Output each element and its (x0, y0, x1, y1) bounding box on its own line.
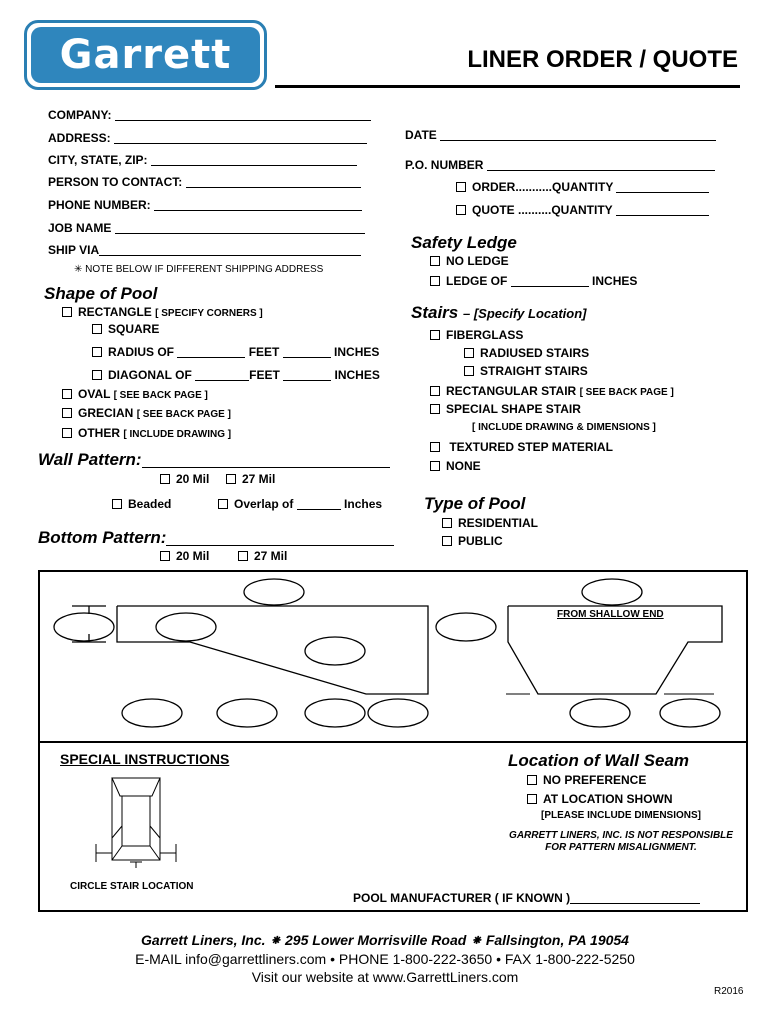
at-location-checkbox[interactable] (527, 794, 537, 804)
disclaimer-line1: GARRETT LINERS, INC. IS NOT RESPONSIBLE (509, 830, 733, 841)
shape-heading: Shape of Pool (44, 284, 158, 303)
rectangle-label: RECTANGLE (78, 305, 152, 319)
dim-oval-1 (244, 579, 304, 605)
radius-inches-label: INCHES (334, 345, 380, 359)
dim-oval-10 (368, 699, 428, 727)
overlap-inches-label: Inches (344, 497, 383, 511)
rectangular-stair-note: [ SEE BACK PAGE ] (579, 387, 674, 398)
bottom-heading: Bottom Pattern: (38, 528, 394, 548)
dim-oval-8 (217, 699, 277, 727)
oval-label: OVAL (78, 387, 111, 401)
quote-label: QUOTE ..........QUANTITY (472, 203, 613, 217)
phone-label: PHONE NUMBER: (48, 198, 151, 212)
safety-heading: Safety Ledge (411, 233, 517, 252)
type-heading: Type of Pool (424, 494, 526, 513)
overlap-label: Overlap of (234, 497, 294, 511)
footer-website: Visit our website at www.GarrettLiners.com (251, 969, 519, 985)
dim-oval-3 (54, 613, 114, 641)
dim-oval-4 (156, 613, 216, 641)
ship-note: ✳ NOTE BELOW IF DIFFERENT SHIPPING ADDRESS (74, 264, 324, 275)
disclaimer-line2: FOR PATTERN MISALIGNMENT. (545, 842, 697, 853)
stairs-none-label: NONE (446, 459, 481, 473)
contact-label: PERSON TO CONTACT: (48, 175, 183, 189)
ledge-inches-label: INCHES (592, 274, 638, 288)
seam-heading: Location of Wall Seam (508, 751, 690, 770)
wall-27mil-label: 27 Mil (242, 472, 276, 486)
other-note: [ INCLUDE DRAWING ] (123, 429, 232, 440)
circle-stair-label: CIRCLE STAIR LOCATION (70, 881, 194, 892)
ledge-of-label: LEDGE OF (446, 274, 508, 288)
ship-label: SHIP VIA (48, 243, 100, 257)
special-instructions-heading: SPECIAL INSTRUCTIONS (60, 751, 230, 767)
no-preference-option[interactable] (527, 773, 646, 787)
dim-oval-2 (582, 579, 642, 605)
bottom-27mil-label: 27 Mil (254, 549, 288, 563)
rectangle-note: [ SPECIFY CORNERS ] (155, 308, 263, 319)
wall-heading: Wall Pattern: (38, 450, 390, 470)
no-preference-checkbox[interactable] (527, 775, 537, 785)
manufacturer-field[interactable] (353, 891, 700, 905)
grecian-note: [ SEE BACK PAGE ] (136, 409, 231, 420)
diagonal-inches-label: INCHES (334, 368, 380, 382)
public-label: PUBLIC (458, 534, 503, 548)
city-label: CITY, STATE, ZIP: (48, 153, 148, 167)
no-preference-label: NO PREFERENCE (543, 773, 647, 787)
fiberglass-label: FIBERGLASS (446, 328, 524, 342)
dim-oval-11 (570, 699, 630, 727)
dim-oval-5 (436, 613, 496, 641)
radius-feet-label: FEET (248, 345, 280, 359)
at-location-option[interactable] (527, 792, 673, 806)
shallow-end-label: FROM SHALLOW END (557, 609, 664, 620)
revision-label: R2016 (714, 986, 744, 997)
company-label: COMPANY: (48, 108, 112, 122)
address-label: ADDRESS: (48, 131, 111, 145)
special-stair-label: SPECIAL SHAPE STAIR (446, 402, 581, 416)
oval-note: [ SEE BACK PAGE ] (113, 390, 208, 401)
dim-oval-7 (122, 699, 182, 727)
residential-label: RESIDENTIAL (458, 516, 539, 530)
square-label: SQUARE (108, 322, 160, 336)
circle-stair-drawing (96, 778, 176, 868)
diagonal-feet-label: FEET (249, 368, 280, 382)
radiused-label: RADIUSED STAIRS (480, 346, 590, 360)
job-label: JOB NAME (48, 221, 112, 235)
bottom-20mil-label: 20 Mil (176, 549, 210, 563)
textured-label: TEXTURED STEP MATERIAL (449, 440, 613, 454)
footer-address: Garrett Liners, Inc. ⁕ 295 Lower Morrisville Road ⁕ Fallsington, PA 19054 (141, 932, 629, 948)
dims-note: [PLEASE INCLUDE DIMENSIONS] (541, 810, 702, 821)
straight-label: STRAIGHT STAIRS (480, 364, 588, 378)
no-ledge-label: NO LEDGE (446, 254, 509, 268)
grecian-label: GRECIAN (78, 406, 134, 420)
dim-oval-9 (305, 699, 365, 727)
special-stair-note: [ INCLUDE DRAWING & DIMENSIONS ] (472, 422, 656, 433)
date-label: DATE (405, 128, 437, 142)
dim-oval-6 (305, 637, 365, 665)
po-label: P.O. NUMBER (405, 158, 484, 172)
diagonal-label: DIAGONAL OF (108, 368, 192, 382)
other-label: OTHER (78, 426, 120, 440)
at-location-label: AT LOCATION SHOWN (543, 792, 673, 806)
footer-contact: E-MAIL info@garrettliners.com • PHONE 1-800-222-3650 • FAX 1-800-222-5250 (135, 951, 635, 967)
stairs-heading: Stairs – [Specify Location] (411, 303, 587, 322)
wall-20mil-label: 20 Mil (176, 472, 210, 486)
dim-oval-12 (660, 699, 720, 727)
page-title: LINER ORDER / QUOTE (467, 46, 738, 73)
manufacturer-label: POOL MANUFACTURER ( IF KNOWN ) (353, 891, 571, 905)
radius-label: RADIUS OF (108, 345, 174, 359)
logo-text: Garrett (59, 32, 232, 78)
beaded-label: Beaded (128, 497, 172, 511)
order-label: ORDER...........QUANTITY (472, 180, 614, 194)
rectangular-stair-label: RECTANGULAR STAIR (446, 384, 577, 398)
